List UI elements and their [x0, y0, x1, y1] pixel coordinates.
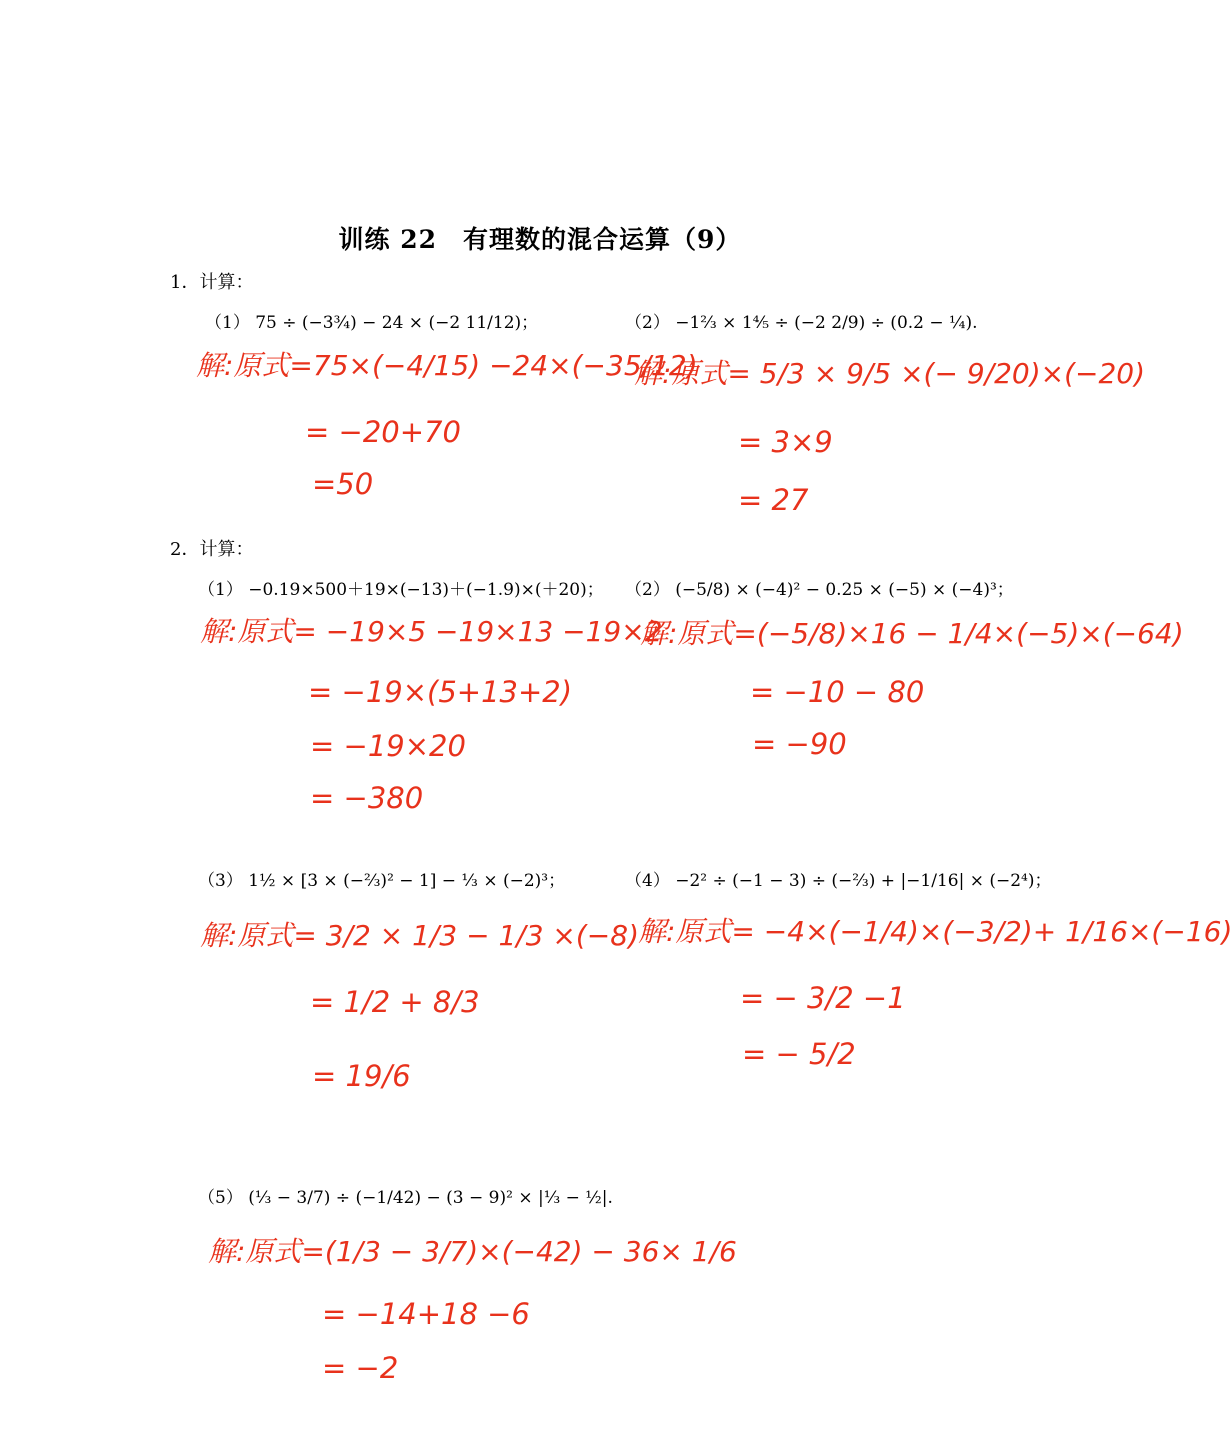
solution-2-5-line-1: 解:原式=(1/3 − 3/7)×(−42) − 36× 1/6	[208, 1235, 737, 1268]
solution-1-2-line-1: 解:原式= 5/3 × 9/5 ×(− 9/20)×(−20)	[634, 357, 1146, 390]
solution-2-1-line-2: = −19×(5+13+2)	[308, 675, 573, 709]
math-expression: −1⅔ × 1⅘ ÷ (−2 2/9) ÷ (0.2 − ¼).	[675, 313, 978, 333]
solution-1-1-line-1: 解:原式=75×(−4/15) −24×(−35/12)	[196, 349, 698, 382]
problem-number: （1）	[205, 313, 250, 333]
solution-2-1-line-4: = −380	[310, 781, 424, 815]
problem-number: （2）	[625, 580, 670, 600]
math-expression: (⅓ − 3/7) ÷ (−1/42) − (3 − 9)² × |⅓ − ½|.	[248, 1188, 613, 1208]
problem-number: （1）	[198, 580, 243, 600]
section-1-label: 1．计算：	[170, 272, 254, 293]
problem-2-5-expression	[198, 1183, 613, 1208]
problem-1-2-expression	[625, 308, 978, 333]
solution-2-3-line-2: = 1/2 + 8/3	[310, 985, 480, 1019]
solution-2-4-line-2: = − 3/2 −1	[740, 981, 906, 1015]
problem-number: （4）	[625, 871, 670, 891]
solution-1-1-line-2: = −20+70	[305, 415, 461, 449]
problem-2-1-expression	[198, 575, 604, 600]
solution-2-4-line-3: = − 5/2	[742, 1037, 856, 1071]
solution-2-2-line-2: = −10 − 80	[750, 675, 925, 709]
solution-2-3-line-1: 解:原式= 3/2 × 1/3 − 1/3 ×(−8)	[200, 919, 639, 952]
solution-2-4-line-1: 解:原式= −4×(−1/4)×(−3/2)+ 1/16×(−16)	[638, 915, 1232, 948]
page-title: 训练 22 有理数的混合运算（9）	[338, 225, 742, 254]
solution-1-2-line-2: = 3×9	[738, 425, 833, 459]
problem-2-4-expression	[625, 866, 1052, 891]
solution-2-2-line-3: = −90	[752, 727, 847, 761]
problem-2-2-expression	[625, 575, 1014, 600]
math-expression: −2² ÷ (−1 − 3) ÷ (−⅔) + |−1/16| × (−2⁴)；	[675, 871, 1052, 891]
solution-2-2-line-1: 解:原式=(−5/8)×16 − 1/4×(−5)×(−64)	[640, 617, 1184, 650]
math-expression: 1½ × [3 × (−⅔)² − 1] − ⅓ × (−2)³；	[248, 871, 566, 891]
section-2-label: 2．计算：	[170, 539, 254, 560]
problem-number: （2）	[625, 313, 670, 333]
math-expression: −0.19×500＋19×(−13)＋(−1.9)×(＋20)；	[248, 580, 604, 600]
solution-2-5-line-3: = −2	[322, 1351, 399, 1385]
problem-number: （5）	[198, 1188, 243, 1208]
problem-number: （3）	[198, 871, 243, 891]
problem-1-1-expression	[205, 308, 538, 333]
solution-2-1-line-3: = −19×20	[310, 729, 466, 763]
solution-2-1-line-1: 解:原式= −19×5 −19×13 −19×2	[200, 615, 663, 648]
solution-2-5-line-2: = −14+18 −6	[322, 1297, 530, 1331]
math-expression: 75 ÷ (−3¾) − 24 × (−2 11/12)；	[255, 313, 539, 333]
problem-2-3-expression	[198, 866, 565, 891]
math-expression: (−5/8) × (−4)² − 0.25 × (−5) × (−4)³；	[675, 580, 1014, 600]
solution-1-1-line-3: =50	[312, 467, 374, 501]
solution-1-2-line-3: = 27	[738, 483, 809, 517]
solution-2-3-line-3: = 19/6	[312, 1059, 411, 1093]
